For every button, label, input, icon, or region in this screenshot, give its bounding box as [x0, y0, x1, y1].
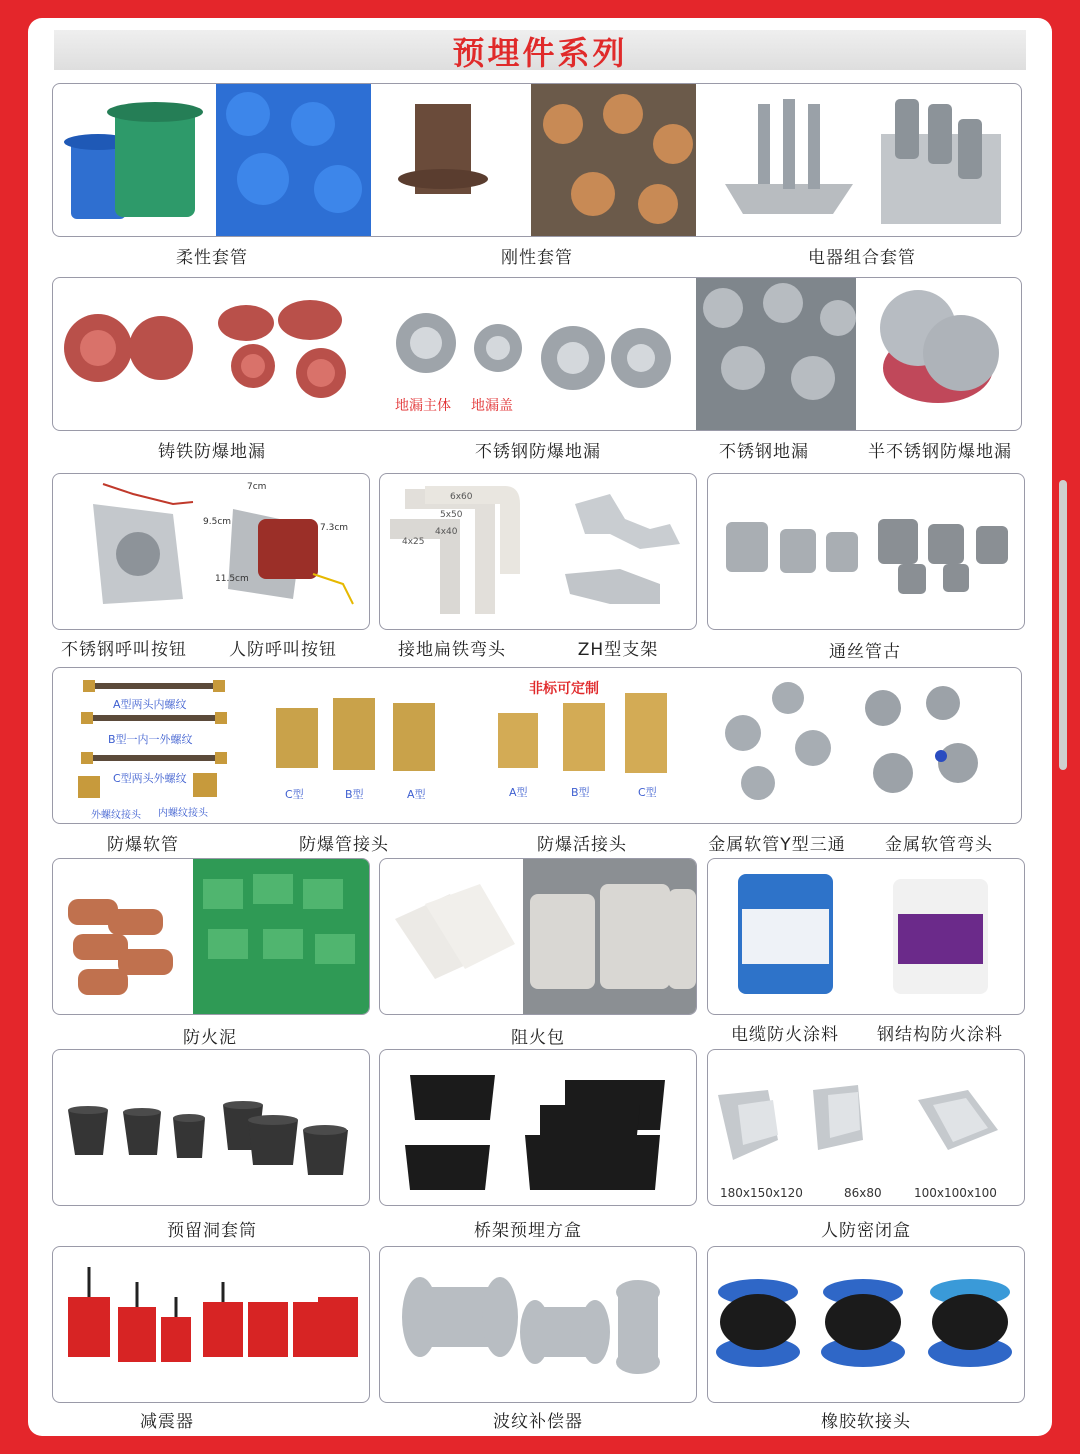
label-hose-elbow: 金属软管弯头 [885, 835, 993, 855]
label-explosion-hose: 防爆软管 [107, 835, 179, 855]
rubber-joints-illustration [708, 1247, 1024, 1402]
box-size-1: 180x150x120 [720, 1186, 803, 1200]
grounding-illustration [380, 474, 696, 629]
union-type-b: B型 [571, 786, 590, 799]
iron-size-1: 6x60 [450, 492, 473, 502]
panel-sleeves [52, 83, 1022, 237]
label-steel-coating: 钢结构防火涂料 [877, 1025, 1003, 1045]
label-civil-defense-call-button: 人防呼叫按钮 [229, 640, 337, 660]
custom-note: 非标可定制 [529, 681, 599, 697]
label-sealed-box: 人防密闭盒 [821, 1221, 911, 1241]
joint-type-b: B型 [345, 788, 364, 801]
dim-base: 11.5cm [215, 574, 249, 584]
hose-label-male: 外螺纹接头 [91, 810, 141, 821]
panel-dampers [52, 1246, 370, 1403]
label-stainless-explosion-drain: 不锈钢防爆地漏 [475, 442, 601, 462]
label-cast-iron-drain: 铸铁防爆地漏 [158, 442, 266, 462]
dampers-illustration [53, 1247, 369, 1402]
floor-drains-illustration [53, 278, 1021, 430]
hose-label-b: B型一内一外螺纹 [108, 733, 193, 746]
joint-type-a: A型 [407, 788, 426, 801]
panel-call-buttons [52, 473, 370, 630]
box-size-2: 86x80 [844, 1186, 882, 1200]
label-grounding-elbow: 接地扁铁弯头 [398, 640, 506, 660]
label-fire-mud: 防火泥 [183, 1028, 237, 1048]
hole-sleeves-illustration [53, 1050, 369, 1205]
dim-height: 9.5cm [203, 517, 232, 527]
label-explosion-pipe-joint: 防爆管接头 [299, 835, 389, 855]
dim-depth: 7.3cm [320, 523, 349, 533]
hose-label-c: C型两头外螺纹 [113, 772, 187, 785]
fire-bags-illustration [380, 859, 696, 1014]
bellows-illustration [380, 1247, 696, 1402]
label-rubber-joint: 橡胶软接头 [821, 1412, 911, 1432]
panel-fire-bags [379, 858, 697, 1015]
panel-tray-boxes [379, 1049, 697, 1206]
label-flexible-sleeve: 柔性套管 [176, 248, 248, 268]
sleeves-illustration [53, 84, 1021, 236]
label-damper: 减震器 [140, 1412, 194, 1432]
tray-boxes-illustration [380, 1050, 696, 1205]
panel-conduit-couplings [707, 473, 1025, 630]
hose-label-female: 内螺纹接头 [158, 808, 208, 819]
label-rigid-sleeve: 刚性套管 [501, 248, 573, 268]
label-fire-bag: 阻火包 [511, 1028, 565, 1048]
label-y-tee: 金属软管Y型三通 [708, 835, 846, 855]
panel-fire-coatings [707, 858, 1025, 1015]
fire-coatings-illustration [708, 859, 1024, 1014]
label-stainless-call-button: 不锈钢呼叫按钮 [61, 640, 187, 660]
sealed-boxes-illustration [708, 1050, 1024, 1205]
union-type-c: C型 [638, 786, 657, 799]
fire-mud-illustration [53, 859, 369, 1014]
tag-drain-body: 地漏主体 [395, 398, 451, 414]
scrollbar[interactable] [1059, 480, 1067, 770]
page-title: 预埋件系列 [452, 34, 628, 72]
label-cable-coating: 电缆防火涂料 [731, 1025, 839, 1045]
panel-bellows [379, 1246, 697, 1403]
label-electrical-sleeve: 电器组合套管 [808, 248, 916, 268]
label-zh-bracket: ZH型支架 [577, 640, 659, 660]
panel-sealed-boxes [707, 1049, 1025, 1206]
label-threaded-coupling: 通丝管古 [829, 642, 901, 662]
panel-explosion-proof [52, 667, 1022, 824]
panel-hole-sleeves [52, 1049, 370, 1206]
hose-label-a: A型两头内螺纹 [113, 698, 187, 711]
union-type-a: A型 [509, 786, 528, 799]
label-explosion-union: 防爆活接头 [537, 835, 627, 855]
label-stainless-drain: 不锈钢地漏 [719, 442, 809, 462]
iron-size-4: 4x25 [402, 537, 425, 547]
panel-floor-drains [52, 277, 1022, 431]
panel-fire-mud [52, 858, 370, 1015]
joint-type-c: C型 [285, 788, 304, 801]
box-size-3: 100x100x100 [914, 1186, 997, 1200]
iron-size-2: 5x50 [440, 510, 463, 520]
call-buttons-illustration [53, 474, 369, 629]
iron-size-3: 4x40 [435, 527, 458, 537]
label-tray-box: 桥架预埋方盒 [474, 1221, 582, 1241]
tag-drain-cover: 地漏盖 [471, 398, 513, 414]
label-hole-sleeve: 预留洞套筒 [167, 1221, 257, 1241]
panel-grounding [379, 473, 697, 630]
label-bellows: 波纹补偿器 [493, 1412, 583, 1432]
panel-rubber-joints [707, 1246, 1025, 1403]
label-semi-stainless-drain: 半不锈钢防爆地漏 [868, 442, 1012, 462]
dim-width: 7cm [247, 482, 267, 492]
conduit-couplings-illustration [708, 474, 1024, 629]
